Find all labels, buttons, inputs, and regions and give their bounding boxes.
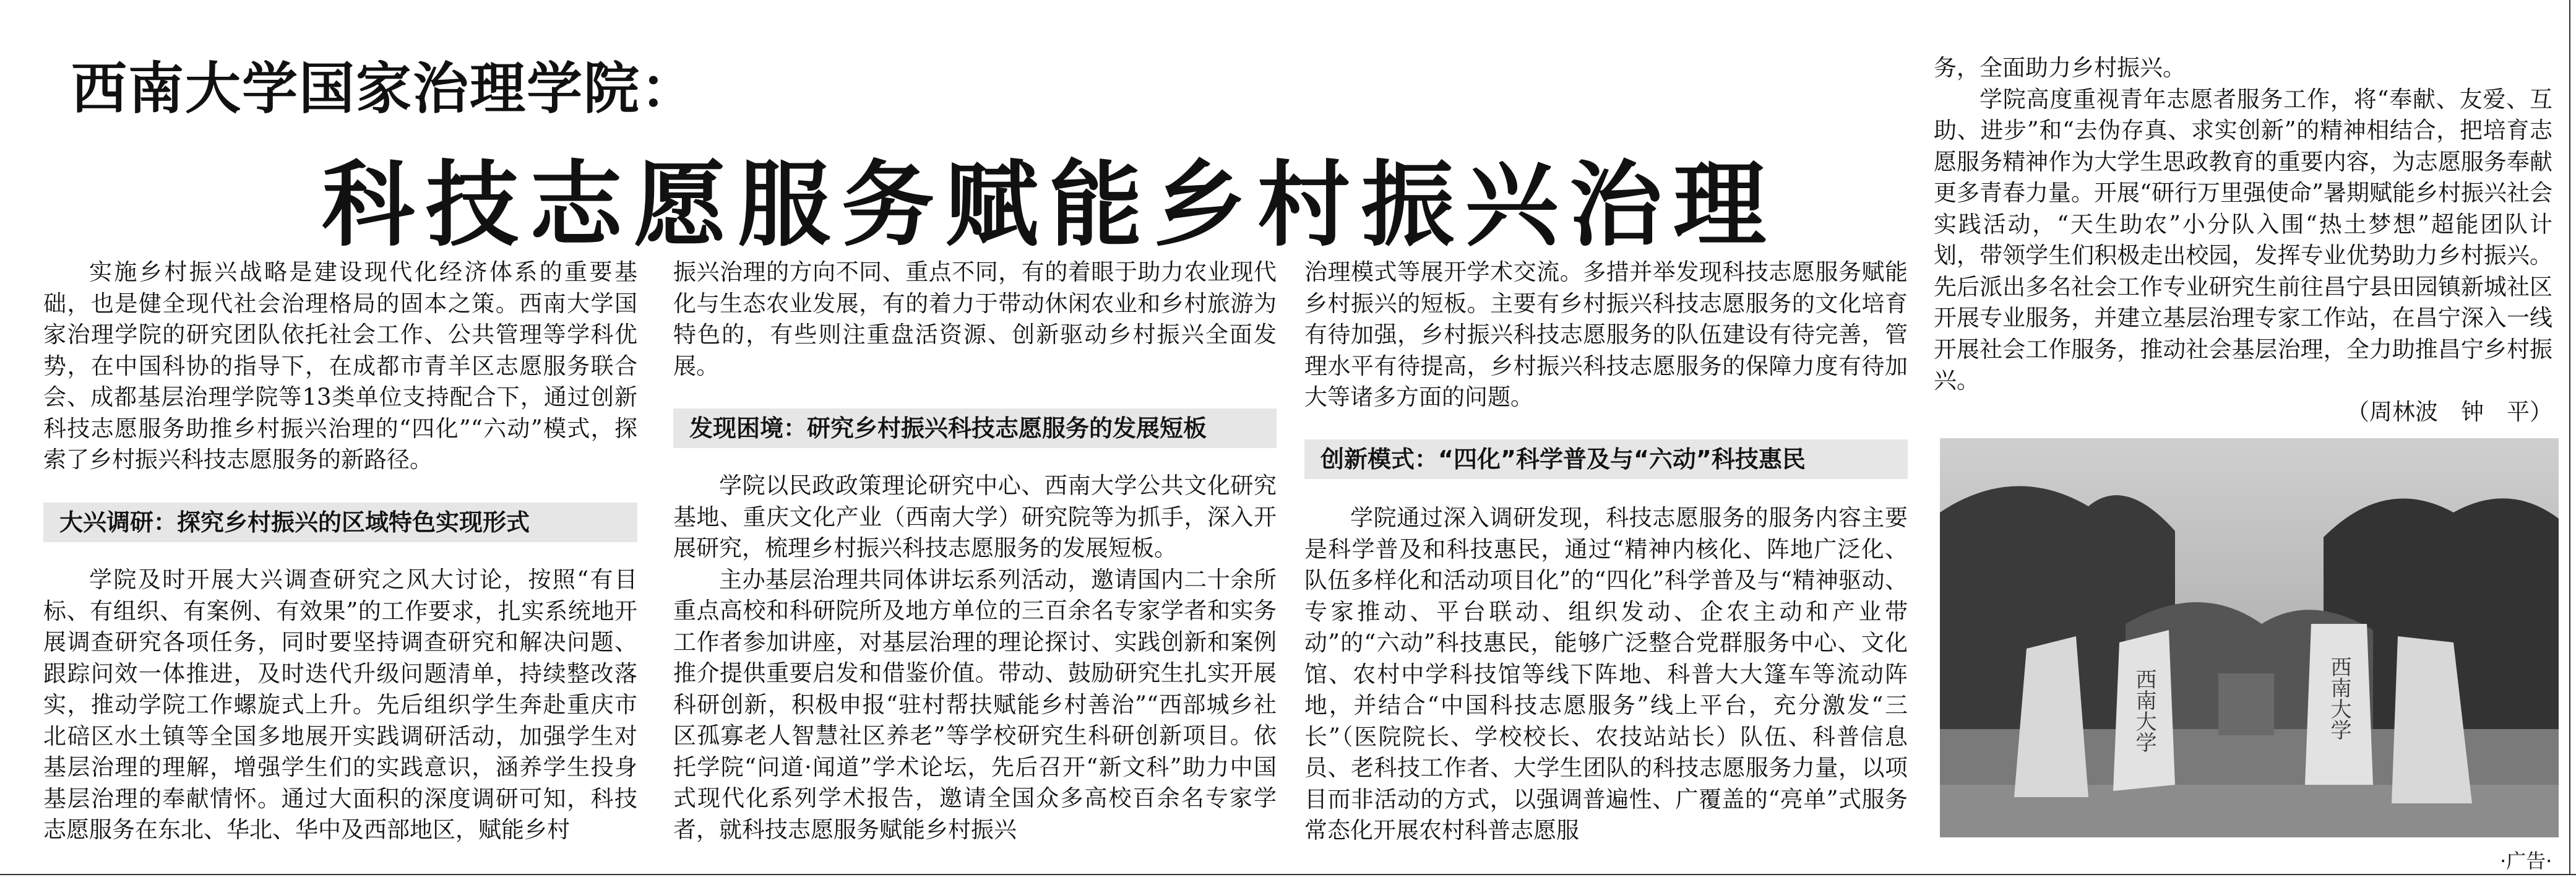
paragraph: 务，全面助力乡村振兴。: [1934, 54, 2186, 81]
paragraph: 主办基层治理共同体讲坛系列活动，邀请国内二十余所重点高校和科研院所及地方单位的三百余名专家学者和实务工作者参加讲座，对基层治理的理论探讨、实践创新和案例推介提供重要启发和借鉴价值。带动、鼓励研究生扎实开展科研创新，积极申报“驻村帮扶赋能乡村善治”“西部城乡社区孤寡老人智慧社区养老”等学校研究生科研创新项目。依托学院“问道·闻道”学术论坛，先后召开“新文科”助力中国式现代化系列学术报告，邀请全国众多高校百余名专家学者，就科技志愿服务赋能乡村振兴: [673, 566, 1277, 843]
paragraph: 学院及时开展大兴调查研究之风大讨论，按照“有目标、有组织、有案例、有效果”的工作要求，扎实系统地开展调查研究各项任务，同时要坚持调查研究和解决问题、跟踪问效一体推进，及时迭代升级问题清单，持续整改落实，推动学院工作螺旋式上升。先后组织学生奔赴重庆市北碚区水土镇等全国多地展开实践调研活动，加强学生对基层治理的理解，增强学生们的实践意识，涵养学生投身基层治理的奉献情怀。通过大面积的深度调研可知，科技志愿服务在东北、华北、华中及西部地区，赋能乡村: [43, 566, 637, 843]
column-3-continued: [1304, 503, 1908, 847]
section-heading-innovation: 创新模式：“四化”科学普及与“六动”科技惠民: [1304, 439, 1908, 479]
column-1: [43, 257, 637, 476]
column-1-continued: [43, 564, 637, 846]
gate-photo-illustration: [1940, 438, 2559, 837]
section-heading-research: 大兴调研：探究乡村振兴的区域特色实现形式: [43, 503, 637, 542]
bottom-rule: [0, 874, 2576, 875]
article-subtitle: 西南大学国家治理学院：: [71, 56, 697, 121]
gate-right-text: 西南大学: [2327, 656, 2351, 740]
article-title: 科技志愿服务赋能乡村振兴治理: [322, 150, 1778, 259]
paragraph: 治理模式等展开学术交流。多措并举发现科技志愿服务赋能乡村振兴的短板。主要有乡村振兴科技志愿服务的文化培育有待加强，乡村振兴科技志愿服务的队伍建设有待完善，管理水平有待提高，乡村振兴科技志愿服务的保障力度有待加大等诸多方面的问题。: [1304, 259, 1908, 410]
section-heading-difficulties: 发现困境：研究乡村振兴科技志愿服务的发展短板: [673, 408, 1277, 448]
ad-label: ·广告·: [2500, 849, 2552, 873]
paragraph: 实施乡村振兴战略是建设现代化经济体系的重要基础，也是健全现代社会治理格局的固本之策。西南大学国家治理学院的研究团队依托社会工作、公共管理等学科优势，在中国科协的指导下，在成都市青羊区志愿服务联合会、成都基层治理学院等13类单位支持配合下，通过创新科技志愿服务助推乡村振兴治理的“四化”“六动”模式，探索了乡村振兴科技志愿服务的新路径。: [43, 259, 637, 473]
paragraph: 学院通过深入调研发现，科技志愿服务的服务内容主要是科学普及和科技惠民，通过“精神内核化、阵地广泛化、队伍多样化和活动项目化”的“四化”科学普及与“精神驱动、专家推动、平台联动、组织发动、企农主动和产业带动”的“六动”科技惠民，能够广泛整合党群服务中心、文化馆、农村中学科技馆等线下阵地、科普大大篷车等流动阵地，并结合“中国科技志愿服务”线上平台，充分激发“三长”（医院院长、学校校长、农技站站长）队伍、科普信息员、老科技工作者、大学生团队的科技志愿服务力量，以项目而非活动的方式，以强调普遍性、广覆盖的“亮单”式服务常态化开展农村科普志愿服: [1304, 504, 1908, 844]
paragraph: 学院以民政政策理论研究中心、西南大学公共文化研究基地、重庆文化产业（西南大学）研究院等为抓手，深入开展研究，梳理乡村振兴科技志愿服务的发展短板。: [673, 472, 1277, 561]
column-4: [1934, 53, 2552, 428]
column-3: [1304, 257, 1908, 413]
paragraph: 振兴治理的方向不同、重点不同，有的着眼于助力农业现代化与生态农业发展，有的着力于带动休闲农业和乡村旅游为特色的，有些则注重盘活资源、创新驱动乡村振兴全面发展。: [673, 259, 1277, 379]
column-2: [673, 257, 1277, 382]
column-2-continued: [673, 470, 1277, 845]
paragraph: 学院高度重视青年志愿者服务工作，将“奉献、友爱、互助、进步”和“去伪存真、求实创新”的精神相结合，把培育志愿服务精神作为大学生思政教育的重要内容，为志愿服务奉献更多青春力量。开展“研行万里强使命”暑期赋能乡村振兴社会实践活动，“天生助农”小分队入围“热土梦想”超能团队计划，带领学生们积极走出校园，发挥专业优势助力乡村振兴。先后派出多名社会工作专业研究生前往昌宁县田园镇新城社区开展专业服务，并建立基层治理专家工作站，在昌宁深入一线开展社会工作服务，推动社会基层治理，全力助推昌宁乡村振兴。: [1934, 85, 2552, 394]
byline: （周林波 钟 平）: [2346, 398, 2552, 425]
right-rule: [2569, 0, 2570, 874]
gate-left-text: 西南大学: [2132, 668, 2156, 753]
campus-gate-photo: [1940, 438, 2559, 837]
